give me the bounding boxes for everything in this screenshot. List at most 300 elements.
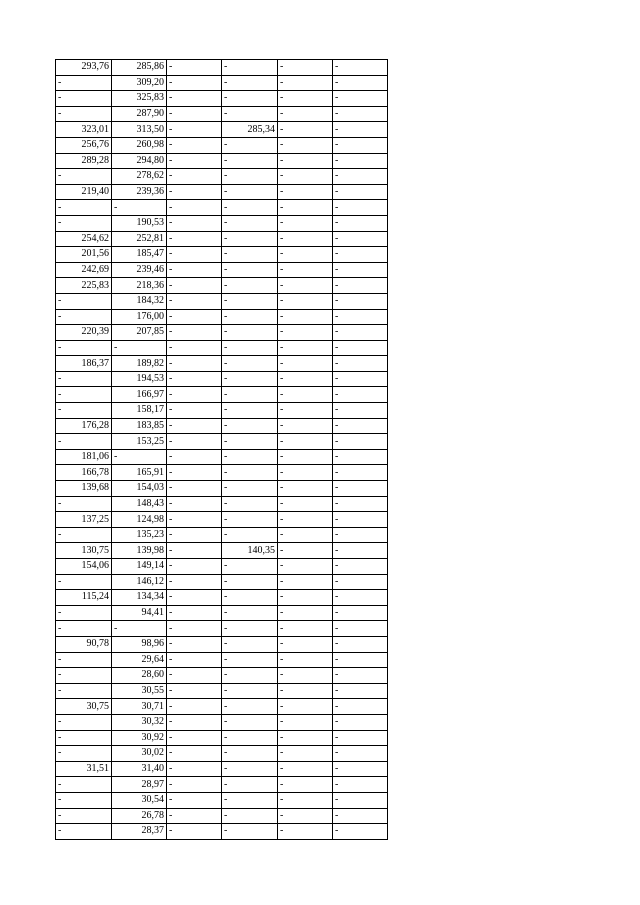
table-cell[interactable]: - xyxy=(333,559,388,575)
table-cell[interactable]: 30,32 xyxy=(112,714,167,730)
table-cell[interactable]: 134,34 xyxy=(112,590,167,606)
table-cell[interactable]: - xyxy=(56,371,112,387)
table-cell[interactable]: 194,53 xyxy=(112,371,167,387)
table-cell[interactable]: - xyxy=(56,106,112,122)
table-cell[interactable]: - xyxy=(167,559,222,575)
table-cell[interactable]: - xyxy=(222,169,278,185)
table-cell[interactable]: - xyxy=(56,714,112,730)
table-cell[interactable]: - xyxy=(333,590,388,606)
table-cell[interactable]: - xyxy=(278,75,333,91)
table-cell[interactable]: - xyxy=(333,106,388,122)
table-cell[interactable]: 325,83 xyxy=(112,91,167,107)
table-cell[interactable]: - xyxy=(167,668,222,684)
table-cell[interactable]: - xyxy=(222,60,278,76)
table-cell[interactable]: - xyxy=(222,325,278,341)
table-cell[interactable]: - xyxy=(222,434,278,450)
table-cell[interactable]: - xyxy=(222,605,278,621)
table-cell[interactable]: - xyxy=(167,247,222,263)
table-cell[interactable]: - xyxy=(167,309,222,325)
table-cell[interactable]: - xyxy=(167,636,222,652)
table-cell[interactable]: 26,78 xyxy=(112,808,167,824)
table-cell[interactable]: - xyxy=(333,512,388,528)
table-cell[interactable]: - xyxy=(222,340,278,356)
table-cell[interactable]: - xyxy=(333,340,388,356)
table-cell[interactable]: - xyxy=(167,808,222,824)
table-cell[interactable]: 30,54 xyxy=(112,792,167,808)
table-cell[interactable]: 158,17 xyxy=(112,403,167,419)
table-cell[interactable]: - xyxy=(56,340,112,356)
table-cell[interactable]: 130,75 xyxy=(56,543,112,559)
table-cell[interactable]: 220,39 xyxy=(56,325,112,341)
table-cell[interactable]: - xyxy=(56,309,112,325)
table-cell[interactable]: 139,98 xyxy=(112,543,167,559)
table-cell[interactable]: - xyxy=(278,574,333,590)
table-cell[interactable]: - xyxy=(278,215,333,231)
table-cell[interactable]: 29,64 xyxy=(112,652,167,668)
table-cell[interactable]: 31,51 xyxy=(56,761,112,777)
table-cell[interactable]: - xyxy=(278,434,333,450)
table-cell[interactable]: - xyxy=(333,278,388,294)
table-cell[interactable]: - xyxy=(222,356,278,372)
table-cell[interactable]: - xyxy=(333,418,388,434)
table-cell[interactable]: - xyxy=(167,699,222,715)
table-cell[interactable]: - xyxy=(278,496,333,512)
table-cell[interactable]: 30,55 xyxy=(112,683,167,699)
table-cell[interactable]: 323,01 xyxy=(56,122,112,138)
table-cell[interactable]: - xyxy=(333,808,388,824)
table-cell[interactable]: 287,90 xyxy=(112,106,167,122)
table-cell[interactable]: - xyxy=(278,699,333,715)
table-cell[interactable]: - xyxy=(167,200,222,216)
table-cell[interactable]: 166,78 xyxy=(56,465,112,481)
table-cell[interactable]: - xyxy=(56,496,112,512)
table-cell[interactable]: 185,47 xyxy=(112,247,167,263)
table-cell[interactable]: - xyxy=(56,169,112,185)
table-cell[interactable]: - xyxy=(222,574,278,590)
table-cell[interactable]: - xyxy=(278,808,333,824)
table-cell[interactable]: 30,75 xyxy=(56,699,112,715)
table-cell[interactable]: 252,81 xyxy=(112,231,167,247)
table-cell[interactable]: - xyxy=(333,652,388,668)
table-cell[interactable]: - xyxy=(167,543,222,559)
table-cell[interactable]: - xyxy=(167,683,222,699)
table-cell[interactable]: - xyxy=(333,824,388,840)
table-cell[interactable]: - xyxy=(333,543,388,559)
table-cell[interactable]: - xyxy=(333,215,388,231)
table-cell[interactable]: - xyxy=(222,636,278,652)
table-cell[interactable]: - xyxy=(333,636,388,652)
table-cell[interactable]: - xyxy=(167,231,222,247)
table-cell[interactable]: - xyxy=(278,200,333,216)
table-cell[interactable]: - xyxy=(278,169,333,185)
table-cell[interactable]: - xyxy=(222,387,278,403)
table-cell[interactable]: - xyxy=(167,91,222,107)
table-cell[interactable]: - xyxy=(278,605,333,621)
table-cell[interactable]: - xyxy=(333,293,388,309)
table-cell[interactable]: 219,40 xyxy=(56,184,112,200)
table-cell[interactable]: 285,86 xyxy=(112,60,167,76)
table-cell[interactable]: - xyxy=(56,75,112,91)
table-cell[interactable]: - xyxy=(167,574,222,590)
table-cell[interactable]: - xyxy=(278,278,333,294)
table-cell[interactable]: 153,25 xyxy=(112,434,167,450)
table-cell[interactable]: - xyxy=(333,605,388,621)
table-cell[interactable]: - xyxy=(278,590,333,606)
table-cell[interactable]: - xyxy=(222,465,278,481)
table-cell[interactable]: - xyxy=(222,668,278,684)
table-cell[interactable]: 28,97 xyxy=(112,777,167,793)
table-cell[interactable]: 256,76 xyxy=(56,137,112,153)
table-cell[interactable]: - xyxy=(222,714,278,730)
table-cell[interactable]: - xyxy=(167,278,222,294)
table-cell[interactable]: - xyxy=(112,621,167,637)
table-cell[interactable]: 115,24 xyxy=(56,590,112,606)
table-cell[interactable]: - xyxy=(333,231,388,247)
table-cell[interactable]: - xyxy=(278,231,333,247)
table-cell[interactable]: 148,43 xyxy=(112,496,167,512)
table-cell[interactable]: - xyxy=(56,293,112,309)
table-cell[interactable]: - xyxy=(333,247,388,263)
table-cell[interactable]: - xyxy=(222,153,278,169)
table-cell[interactable]: - xyxy=(222,559,278,575)
table-cell[interactable]: - xyxy=(56,387,112,403)
table-cell[interactable]: - xyxy=(278,371,333,387)
table-cell[interactable]: - xyxy=(278,91,333,107)
table-cell[interactable]: - xyxy=(278,683,333,699)
table-cell[interactable]: - xyxy=(333,371,388,387)
table-cell[interactable]: - xyxy=(278,652,333,668)
table-cell[interactable]: - xyxy=(278,340,333,356)
table-cell[interactable]: - xyxy=(333,122,388,138)
table-cell[interactable]: - xyxy=(112,449,167,465)
table-cell[interactable]: - xyxy=(333,262,388,278)
table-cell[interactable]: - xyxy=(333,153,388,169)
table-cell[interactable]: - xyxy=(278,777,333,793)
table-cell[interactable]: 94,41 xyxy=(112,605,167,621)
table-cell[interactable]: 184,32 xyxy=(112,293,167,309)
table-cell[interactable]: - xyxy=(167,777,222,793)
table-cell[interactable]: 207,85 xyxy=(112,325,167,341)
table-cell[interactable]: 165,91 xyxy=(112,465,167,481)
table-cell[interactable]: - xyxy=(167,652,222,668)
table-cell[interactable]: 154,06 xyxy=(56,559,112,575)
table-cell[interactable]: - xyxy=(167,481,222,497)
table-cell[interactable]: 176,28 xyxy=(56,418,112,434)
table-cell[interactable]: - xyxy=(333,714,388,730)
table-cell[interactable]: - xyxy=(278,247,333,263)
table-cell[interactable]: - xyxy=(56,574,112,590)
table-cell[interactable]: - xyxy=(222,215,278,231)
table-cell[interactable]: - xyxy=(333,325,388,341)
table-cell[interactable]: - xyxy=(333,792,388,808)
table-cell[interactable]: - xyxy=(167,215,222,231)
table-cell[interactable]: - xyxy=(167,465,222,481)
table-cell[interactable]: - xyxy=(112,340,167,356)
table-cell[interactable]: 140,35 xyxy=(222,543,278,559)
table-cell[interactable]: - xyxy=(333,746,388,762)
table-cell[interactable]: - xyxy=(278,527,333,543)
table-cell[interactable]: - xyxy=(167,621,222,637)
table-cell[interactable]: - xyxy=(56,746,112,762)
table-cell[interactable]: - xyxy=(278,621,333,637)
table-cell[interactable]: - xyxy=(56,200,112,216)
table-cell[interactable]: - xyxy=(333,434,388,450)
table-cell[interactable]: - xyxy=(222,278,278,294)
table-cell[interactable]: - xyxy=(222,200,278,216)
table-cell[interactable]: - xyxy=(278,543,333,559)
table-cell[interactable]: - xyxy=(167,434,222,450)
table-cell[interactable]: 183,85 xyxy=(112,418,167,434)
table-cell[interactable]: - xyxy=(222,293,278,309)
table-cell[interactable]: - xyxy=(278,792,333,808)
table-cell[interactable]: - xyxy=(167,590,222,606)
table-cell[interactable]: - xyxy=(167,449,222,465)
table-cell[interactable]: - xyxy=(333,75,388,91)
table-cell[interactable]: - xyxy=(222,449,278,465)
table-cell[interactable]: - xyxy=(56,621,112,637)
table-cell[interactable]: - xyxy=(222,792,278,808)
table-cell[interactable]: - xyxy=(167,60,222,76)
table-cell[interactable]: 201,56 xyxy=(56,247,112,263)
table-cell[interactable]: - xyxy=(56,434,112,450)
table-cell[interactable]: 30,71 xyxy=(112,699,167,715)
table-cell[interactable]: 289,28 xyxy=(56,153,112,169)
table-cell[interactable]: - xyxy=(333,527,388,543)
table-cell[interactable]: - xyxy=(333,761,388,777)
table-cell[interactable]: - xyxy=(222,75,278,91)
table-cell[interactable]: - xyxy=(167,356,222,372)
table-cell[interactable]: - xyxy=(278,293,333,309)
table-cell[interactable]: - xyxy=(278,824,333,840)
table-cell[interactable]: 135,23 xyxy=(112,527,167,543)
table-cell[interactable]: - xyxy=(278,309,333,325)
table-cell[interactable]: - xyxy=(167,527,222,543)
table-cell[interactable]: - xyxy=(333,465,388,481)
table-cell[interactable]: 313,50 xyxy=(112,122,167,138)
table-cell[interactable]: - xyxy=(278,714,333,730)
table-cell[interactable]: - xyxy=(56,652,112,668)
table-cell[interactable]: - xyxy=(278,262,333,278)
table-cell[interactable]: - xyxy=(222,418,278,434)
table-cell[interactable]: - xyxy=(222,512,278,528)
table-cell[interactable]: - xyxy=(333,777,388,793)
table-cell[interactable]: - xyxy=(56,668,112,684)
table-cell[interactable]: - xyxy=(167,418,222,434)
table-cell[interactable]: 186,37 xyxy=(56,356,112,372)
table-cell[interactable]: - xyxy=(278,746,333,762)
table-cell[interactable]: - xyxy=(167,387,222,403)
table-cell[interactable]: 293,76 xyxy=(56,60,112,76)
table-cell[interactable]: 309,20 xyxy=(112,75,167,91)
table-cell[interactable]: - xyxy=(222,590,278,606)
table-cell[interactable]: - xyxy=(278,403,333,419)
table-cell[interactable]: - xyxy=(278,325,333,341)
table-cell[interactable]: - xyxy=(56,777,112,793)
table-cell[interactable]: - xyxy=(278,730,333,746)
table-cell[interactable]: 30,02 xyxy=(112,746,167,762)
table-cell[interactable]: - xyxy=(333,699,388,715)
table-cell[interactable]: - xyxy=(333,449,388,465)
table-cell[interactable]: - xyxy=(112,200,167,216)
table-cell[interactable]: - xyxy=(333,309,388,325)
table-cell[interactable]: - xyxy=(278,356,333,372)
table-cell[interactable]: - xyxy=(167,325,222,341)
table-cell[interactable]: - xyxy=(222,761,278,777)
table-cell[interactable]: 260,98 xyxy=(112,137,167,153)
table-cell[interactable]: - xyxy=(167,262,222,278)
table-cell[interactable]: - xyxy=(222,496,278,512)
table-cell[interactable]: - xyxy=(278,761,333,777)
table-cell[interactable]: - xyxy=(278,418,333,434)
table-cell[interactable]: - xyxy=(222,309,278,325)
table-cell[interactable]: 28,37 xyxy=(112,824,167,840)
table-cell[interactable]: - xyxy=(278,137,333,153)
table-cell[interactable]: - xyxy=(222,808,278,824)
table-cell[interactable]: 254,62 xyxy=(56,231,112,247)
table-cell[interactable]: - xyxy=(167,293,222,309)
table-cell[interactable]: - xyxy=(167,137,222,153)
table-cell[interactable]: - xyxy=(56,808,112,824)
table-cell[interactable]: - xyxy=(222,699,278,715)
table-cell[interactable]: - xyxy=(167,403,222,419)
table-cell[interactable]: - xyxy=(333,621,388,637)
table-cell[interactable]: 285,34 xyxy=(222,122,278,138)
table-cell[interactable]: - xyxy=(278,559,333,575)
table-cell[interactable]: - xyxy=(56,605,112,621)
table-cell[interactable]: - xyxy=(222,621,278,637)
table-cell[interactable]: - xyxy=(167,512,222,528)
table-cell[interactable]: 90,78 xyxy=(56,636,112,652)
table-cell[interactable]: - xyxy=(278,512,333,528)
table-cell[interactable]: - xyxy=(222,746,278,762)
table-cell[interactable]: - xyxy=(222,91,278,107)
table-cell[interactable]: - xyxy=(278,668,333,684)
table-cell[interactable]: - xyxy=(56,91,112,107)
table-cell[interactable]: 242,69 xyxy=(56,262,112,278)
table-cell[interactable]: - xyxy=(167,106,222,122)
table-cell[interactable]: - xyxy=(333,481,388,497)
table-cell[interactable]: 28,60 xyxy=(112,668,167,684)
table-cell[interactable]: - xyxy=(222,184,278,200)
table-cell[interactable]: - xyxy=(222,106,278,122)
table-cell[interactable]: 137,25 xyxy=(56,512,112,528)
table-cell[interactable]: - xyxy=(333,574,388,590)
table-cell[interactable]: 166,97 xyxy=(112,387,167,403)
table-cell[interactable]: - xyxy=(167,730,222,746)
table-cell[interactable]: - xyxy=(333,403,388,419)
table-cell[interactable]: - xyxy=(333,91,388,107)
table-cell[interactable]: - xyxy=(222,247,278,263)
table-cell[interactable]: - xyxy=(167,340,222,356)
table-cell[interactable]: - xyxy=(167,75,222,91)
table-cell[interactable]: 124,98 xyxy=(112,512,167,528)
table-cell[interactable]: - xyxy=(222,683,278,699)
table-cell[interactable]: 278,62 xyxy=(112,169,167,185)
table-cell[interactable]: - xyxy=(333,387,388,403)
table-cell[interactable]: - xyxy=(167,169,222,185)
table-cell[interactable]: - xyxy=(56,403,112,419)
table-cell[interactable]: - xyxy=(333,730,388,746)
table-cell[interactable]: 294,80 xyxy=(112,153,167,169)
table-cell[interactable]: 239,36 xyxy=(112,184,167,200)
table-cell[interactable]: - xyxy=(167,371,222,387)
table-cell[interactable]: - xyxy=(278,60,333,76)
table-cell[interactable]: 139,68 xyxy=(56,481,112,497)
table-cell[interactable]: - xyxy=(167,792,222,808)
table-cell[interactable]: - xyxy=(222,262,278,278)
table-cell[interactable]: - xyxy=(56,730,112,746)
table-cell[interactable]: - xyxy=(222,231,278,247)
table-cell[interactable]: - xyxy=(56,527,112,543)
table-cell[interactable]: - xyxy=(56,683,112,699)
table-cell[interactable]: - xyxy=(167,605,222,621)
table-cell[interactable]: - xyxy=(167,824,222,840)
table-cell[interactable]: 181,06 xyxy=(56,449,112,465)
table-cell[interactable]: - xyxy=(278,465,333,481)
table-cell[interactable]: - xyxy=(333,137,388,153)
table-cell[interactable]: - xyxy=(222,137,278,153)
table-cell[interactable]: - xyxy=(333,356,388,372)
table-cell[interactable]: - xyxy=(167,122,222,138)
table-cell[interactable]: - xyxy=(278,153,333,169)
table-cell[interactable]: - xyxy=(222,371,278,387)
table-cell[interactable]: 149,14 xyxy=(112,559,167,575)
table-cell[interactable]: 176,00 xyxy=(112,309,167,325)
table-cell[interactable]: - xyxy=(333,184,388,200)
table-cell[interactable]: - xyxy=(167,496,222,512)
table-cell[interactable]: - xyxy=(278,481,333,497)
table-cell[interactable]: - xyxy=(167,153,222,169)
table-cell[interactable]: - xyxy=(222,730,278,746)
table-cell[interactable]: - xyxy=(56,215,112,231)
table-cell[interactable]: - xyxy=(167,714,222,730)
table-cell[interactable]: - xyxy=(222,403,278,419)
table-cell[interactable]: - xyxy=(222,527,278,543)
table-cell[interactable]: - xyxy=(278,387,333,403)
table-cell[interactable]: - xyxy=(56,824,112,840)
table-cell[interactable]: 239,46 xyxy=(112,262,167,278)
table-cell[interactable]: - xyxy=(333,169,388,185)
table-cell[interactable]: 98,96 xyxy=(112,636,167,652)
table-cell[interactable]: - xyxy=(222,481,278,497)
table-cell[interactable]: - xyxy=(167,761,222,777)
table-cell[interactable]: - xyxy=(222,652,278,668)
table-cell[interactable]: - xyxy=(278,636,333,652)
table-cell[interactable]: - xyxy=(333,668,388,684)
table-cell[interactable]: 154,03 xyxy=(112,481,167,497)
table-cell[interactable]: 218,36 xyxy=(112,278,167,294)
table-cell[interactable]: - xyxy=(56,792,112,808)
table-cell[interactable]: - xyxy=(167,746,222,762)
table-cell[interactable]: - xyxy=(278,449,333,465)
table-cell[interactable]: - xyxy=(222,824,278,840)
table-cell[interactable]: - xyxy=(333,60,388,76)
table-cell[interactable]: 146,12 xyxy=(112,574,167,590)
table-cell[interactable]: - xyxy=(333,496,388,512)
table-cell[interactable]: - xyxy=(222,777,278,793)
table-cell[interactable]: 190,53 xyxy=(112,215,167,231)
table-cell[interactable]: - xyxy=(278,122,333,138)
table-cell[interactable]: - xyxy=(333,683,388,699)
table-cell[interactable]: - xyxy=(333,200,388,216)
table-cell[interactable]: 31,40 xyxy=(112,761,167,777)
table-cell[interactable]: - xyxy=(278,184,333,200)
table-cell[interactable]: 225,83 xyxy=(56,278,112,294)
table-cell[interactable]: - xyxy=(278,106,333,122)
table-cell[interactable]: 189,82 xyxy=(112,356,167,372)
table-cell[interactable]: 30,92 xyxy=(112,730,167,746)
table-cell[interactable]: - xyxy=(167,184,222,200)
